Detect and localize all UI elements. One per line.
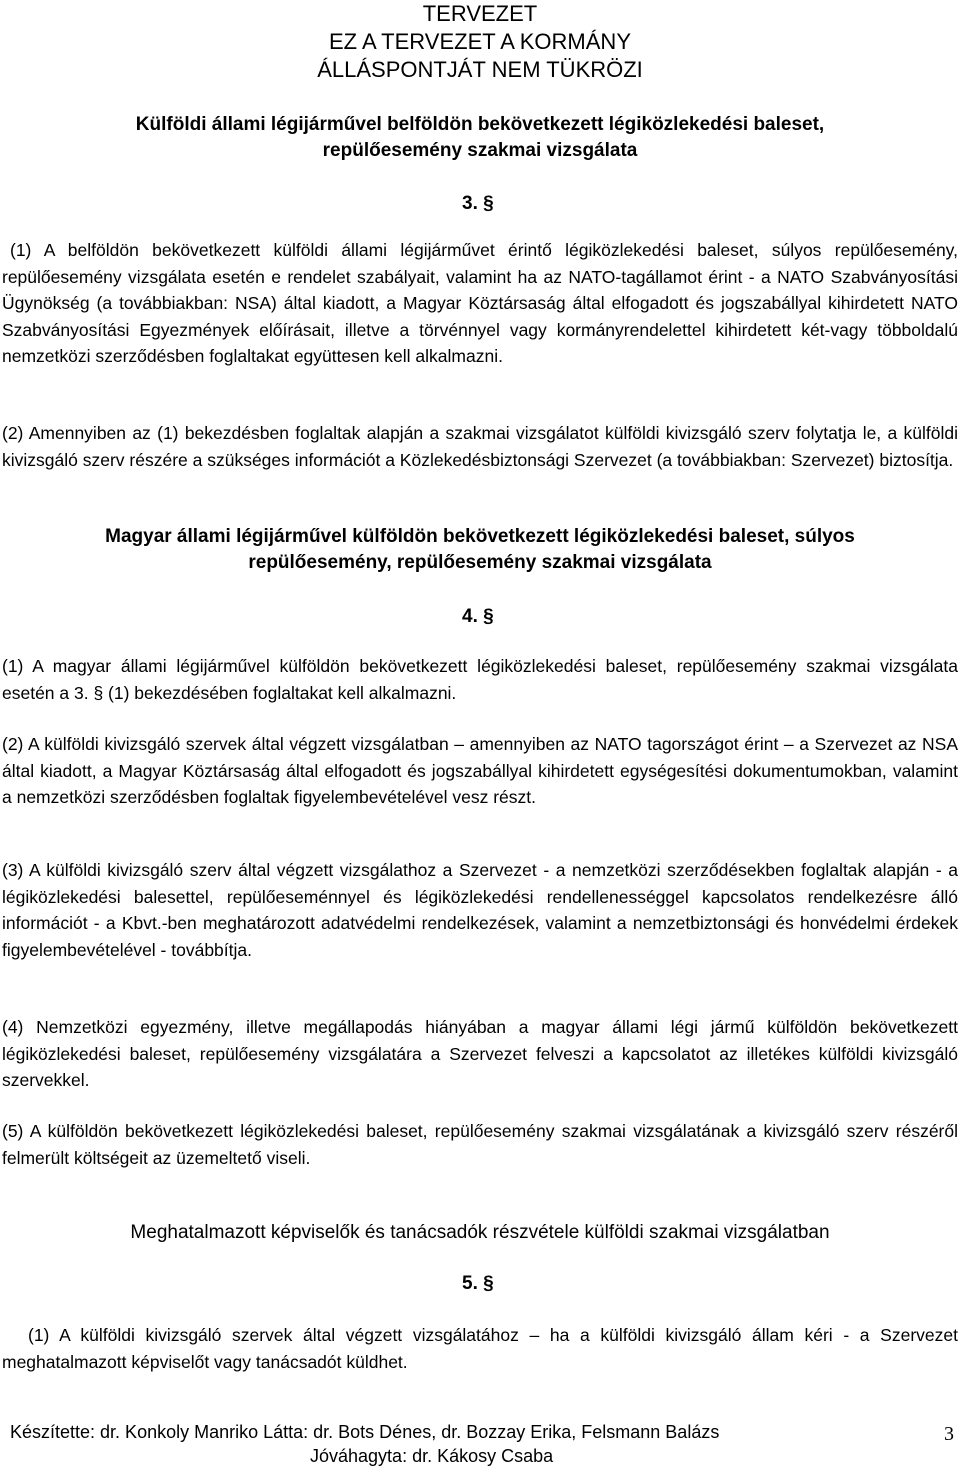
section5-number: 5. § [462, 1273, 494, 1294]
footer-approved-by: Jóváhagyta: dr. Kákosy Csaba [310, 1446, 554, 1466]
section3-number: 3. § [462, 193, 494, 214]
section4-number: 4. § [462, 606, 494, 627]
section3-title-line2: repülőesemény szakmai vizsgálata [322, 140, 638, 161]
section4-title-line1: Magyar állami légijárművel külföldön bekövetkezett légiközlekedési baleset, súlyos [105, 526, 855, 547]
section4-paragraph-1: (1) A magyar állami légijárművel külföldön bekövetkezett légiközlekedési baleset, repülőesemény szakmai vizsgálata esetén a 3. § (1) bekezdésében foglaltakat kell alkalmazni. [2, 656, 958, 703]
section4-title-line2: repülőesemény, repülőesemény szakmai vizsgálata [248, 552, 712, 573]
section4-paragraph-3: (3) A külföldi kivizsgáló szerv által végzett vizsgálathoz a Szervezet - a nemzetközi szerződésekben foglaltak alapján - a légiközlekedési balesettel, repülőeseménnyel és légiközlekedési rendellenességgel kapcsolatos rendelkezésre álló információt - a Kbvt.-ben meghatározott adatvédelmi rendelkezések, valamint a nemzetbiztonsági és honvédelmi érdekek figyelembevételével - továbbítja. [2, 860, 958, 960]
section4-paragraph-5: (5) A külföldön bekövetkezett légiközlekedési baleset, repülőesemény szakmai vizsgálatának a kivizsgáló szerv részéről felmerült költségeit az üzemeltető viseli. [2, 1121, 958, 1168]
section5-paragraph-1: (1) A külföldi kivizsgáló szervek által végzett vizsgálatához – ha a külföldi kivizsgáló állam kéri - a Szervezet meghatalmazott képviselőt vagy tanácsadót küldhet. [2, 1325, 958, 1372]
draft-label-line1: TERVEZET [422, 1, 538, 26]
draft-label-line3: ÁLLÁSPONTJÁT NEM TÜKRÖZI [317, 57, 643, 82]
page-number: 3 [944, 1423, 954, 1445]
footer-prepared-by: Készítette: dr. Konkoly Manriko Látta: dr. Bots Dénes, dr. Bozzay Erika, Felsmann Balázs [10, 1422, 720, 1442]
section3-paragraph-1: (1) A belföldön bekövetkezett külföldi állami légijárművet érintő légiközlekedési baleset, súlyos repülőesemény, repülőesemény vizsgálata esetén e rendelet szabályait, valamint ha az NATO-tagállamot érint - a NATO Szabványosítási Ügynökség (a továbbiakban: NSA) által kiadott, a Magyar Köztársaság által elfogadott és jogszabállyal kihirdetett NATO Szabványosítási Egyezmények előírásait, illetve a törvénnyel vagy kormányrendelettel kihirdetett két-vagy többoldalú nemzetközi szerződésben foglaltakat együttesen kell alkalmazni. [2, 240, 958, 366]
section3-title-line1: Külföldi állami légijárművel belföldön bekövetkezett légiközlekedési baleset, [135, 114, 825, 135]
section3-paragraph-2: (2) Amennyiben az (1) bekezdésben foglaltak alapján a szakmai vizsgálatot külföldi kivizsgáló szerv folytatja le, a külföldi kivizsgáló szerv részére a szükséges információt a Közlekedésbiztonsági Szervezet (a továbbiakban: Szervezet) biztosítja. [2, 423, 958, 470]
draft-label-line2: EZ A TERVEZET A KORMÁNY [329, 29, 631, 54]
section5-title: Meghatalmazott képviselők és tanácsadók részvétele külföldi szakmai vizsgálatban [130, 1222, 830, 1243]
section4-paragraph-4: (4) Nemzetközi egyezmény, illetve megállapodás hiányában a magyar állami légi jármű külföldön bekövetkezett légiközlekedési baleset, repülőesemény vizsgálatára a Szervezet felveszi a kapcsolatot az illetékes külföldi kivizsgáló szervekkel. [2, 1017, 958, 1090]
section4-paragraph-2: (2) A külföldi kivizsgáló szervek által végzett vizsgálatban – amennyiben az NATO tagországot érint – a Szervezet az NSA által kiadott, a Magyar Köztársaság által elfogadott és jogszabállyal kihirdetett egységesítési dokumentumokban, valamint a nemzetközi szerződésben foglaltak figyelembevételével vesz részt. [2, 734, 958, 807]
